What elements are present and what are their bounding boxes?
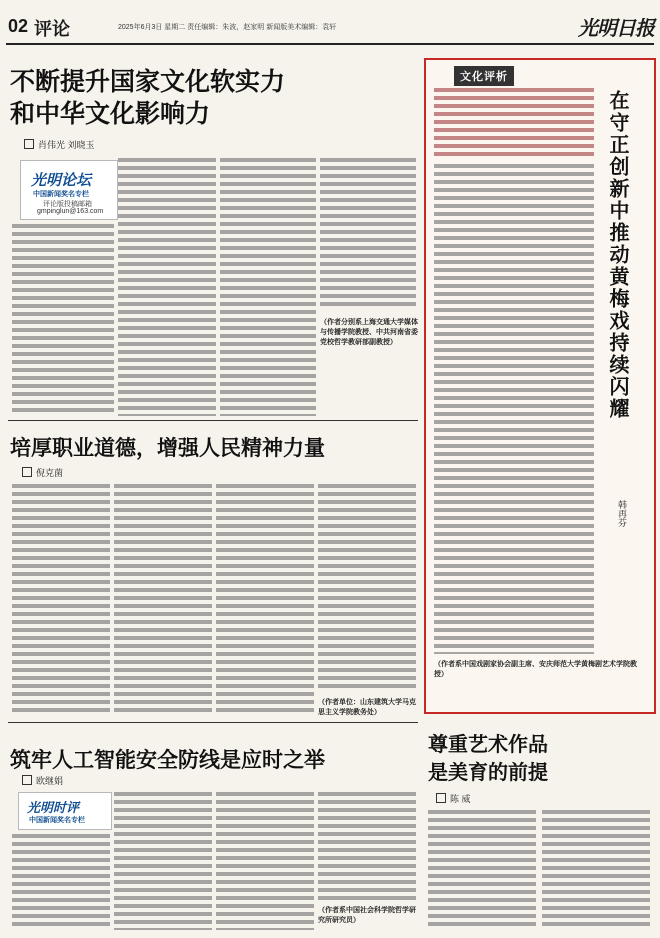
commentary-subtitle: 中国新闻奖名专栏 xyxy=(29,817,85,824)
page-number: 02 xyxy=(8,16,29,36)
header-meta: 2025年6月3日 星期二 责任编辑：朱波，赵家明 新闻版美术编辑：袁轩 xyxy=(118,24,337,31)
article2-headline: 培厚职业道德，增强人民精神力量 xyxy=(10,435,325,460)
article3-note: （作者系中国社会科学院哲学研究所研究员） xyxy=(318,907,416,924)
culture-author: 韩再芬 xyxy=(617,500,627,527)
forum-title: 光明论坛 xyxy=(31,172,92,189)
section-title: 评论 xyxy=(34,19,70,40)
article1-headline: 不断提升国家文化软实力 和中华文化影响力 xyxy=(10,67,286,128)
forum-email-label: 评论版投稿邮箱 xyxy=(43,201,92,208)
byline-icon xyxy=(24,139,34,149)
culture-title: 在守正创新中推动黄梅戏持续闪耀 xyxy=(606,90,630,420)
culture-column-box xyxy=(424,58,656,714)
forum-subtitle: 中国新闻奖名专栏 xyxy=(33,191,89,198)
article2-col3-text xyxy=(216,484,314,716)
article1-col4-text xyxy=(320,158,416,308)
byline-icon xyxy=(436,793,446,803)
article1-note: （作者分别系上海交通大学媒体与传播学院教授、中共河南省委党校哲学教研部副教授） xyxy=(320,319,418,346)
divider xyxy=(8,420,418,421)
culture-tag: 文化评析 xyxy=(454,66,514,86)
article2-byline: 倪克菌 xyxy=(22,466,63,479)
article2-col1-text xyxy=(12,484,110,716)
commentary-title: 光明时评 xyxy=(27,800,80,815)
forum-badge xyxy=(20,160,118,220)
article4-col2-text xyxy=(542,810,650,928)
culture-body-text xyxy=(434,164,594,654)
byline-icon xyxy=(22,467,32,477)
masthead-logo: 光明日报 xyxy=(578,16,654,40)
article2-note: （作者单位：山东建筑大学马克思主义学院教务处） xyxy=(318,699,416,716)
article1-col3-text xyxy=(220,158,316,416)
header-rule xyxy=(6,43,654,45)
article3-col1-text xyxy=(12,834,110,930)
article2-col2-text xyxy=(114,484,212,716)
article1-col1-text xyxy=(12,224,114,416)
article3-col4-text xyxy=(318,792,416,902)
article4-col1-text xyxy=(428,810,536,928)
culture-intro-text xyxy=(434,88,594,158)
article3-byline: 欧继娟 xyxy=(22,774,63,787)
article1-col2-text xyxy=(118,158,216,416)
divider xyxy=(8,722,418,723)
article4-headline: 尊重艺术作品 是美育的前提 xyxy=(428,732,548,784)
culture-note: （作者系中国戏剧家协会副主席、安庆师范大学黄梅剧艺术学院教授） xyxy=(434,661,637,678)
commentary-badge xyxy=(18,792,112,830)
article3-col2-text xyxy=(114,792,212,930)
forum-email: gmpinglun@163.com xyxy=(37,208,104,215)
byline-icon xyxy=(22,775,32,785)
article3-col3-text xyxy=(216,792,314,930)
article1-byline: 肖伟光 刘晓玉 xyxy=(24,138,95,151)
article2-col4-text xyxy=(318,484,416,692)
article3-headline: 筑牢人工智能安全防线是应时之举 xyxy=(10,747,325,772)
article4-byline: 陈 威 xyxy=(436,792,471,805)
